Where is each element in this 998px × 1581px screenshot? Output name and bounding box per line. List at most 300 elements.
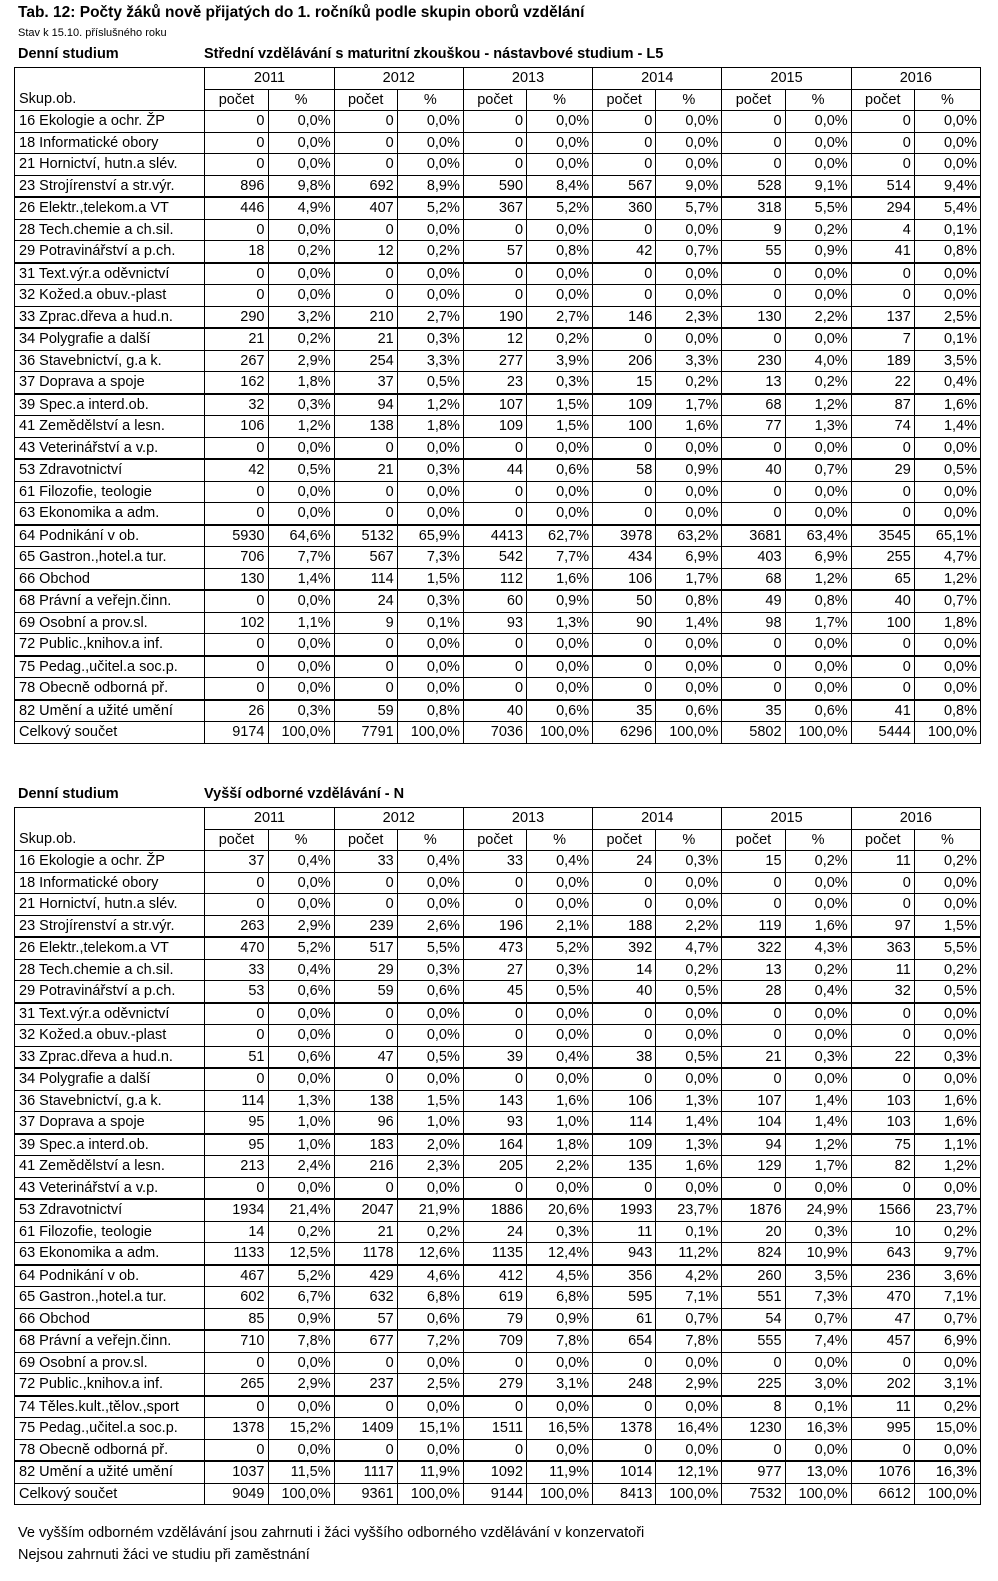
percent-cell: 2,9%	[268, 350, 334, 372]
percent-cell: 0,0%	[397, 219, 463, 241]
count-cell: 0	[334, 872, 397, 894]
count-column-header: počet	[334, 89, 397, 111]
table-row	[15, 219, 981, 241]
percent-cell: 0,0%	[914, 503, 980, 525]
count-cell: 0	[334, 634, 397, 656]
percent-cell: 13,0%	[785, 1461, 851, 1483]
row-label: 26 Elektr.,telekom.a VT	[15, 937, 205, 959]
percent-cell: 0,4%	[268, 851, 334, 873]
header-blank	[15, 808, 205, 830]
table-row	[15, 394, 981, 416]
year-header: 2011	[205, 68, 334, 90]
row-label: Celkový součet	[15, 722, 205, 744]
count-cell: 0	[722, 503, 785, 525]
percent-cell: 0,4%	[268, 959, 334, 981]
percent-cell: 0,0%	[527, 132, 593, 154]
count-cell: 1037	[205, 1461, 268, 1483]
row-label: 78 Obecně odborná př.	[15, 1439, 205, 1461]
percent-cell: 0,0%	[397, 263, 463, 285]
percent-column-header: %	[914, 89, 980, 111]
count-cell: 32	[851, 981, 914, 1003]
percent-cell: 100,0%	[268, 1483, 334, 1505]
row-label: 39 Spec.a interd.ob.	[15, 394, 205, 416]
percent-cell: 6,8%	[527, 1287, 593, 1309]
count-cell: 429	[334, 1265, 397, 1287]
percent-cell: 1,6%	[527, 568, 593, 590]
percent-cell: 0,0%	[527, 1439, 593, 1461]
count-cell: 0	[593, 1396, 656, 1418]
count-cell: 0	[205, 1439, 268, 1461]
row-label: 34 Polygrafie a další	[15, 1068, 205, 1090]
percent-cell: 2,7%	[527, 306, 593, 328]
count-cell: 363	[851, 937, 914, 959]
count-cell: 318	[722, 197, 785, 219]
percent-cell: 0,9%	[785, 241, 851, 263]
percent-cell: 9,7%	[914, 1243, 980, 1265]
count-cell: 356	[593, 1265, 656, 1287]
row-label: 61 Filozofie, teologie	[15, 481, 205, 503]
count-cell: 82	[851, 1156, 914, 1178]
count-cell: 0	[593, 1003, 656, 1025]
row-label: 64 Podnikání v ob.	[15, 1265, 205, 1287]
count-cell: 18	[205, 241, 268, 263]
count-cell: 4	[851, 219, 914, 241]
percent-cell: 0,0%	[397, 132, 463, 154]
percent-cell: 4,6%	[397, 1265, 463, 1287]
count-cell: 41	[851, 241, 914, 263]
count-cell: 50	[593, 590, 656, 612]
data-table-1	[14, 67, 981, 744]
count-cell: 119	[722, 915, 785, 937]
table-row	[15, 263, 981, 285]
percent-cell: 0,8%	[527, 241, 593, 263]
row-label: 26 Elektr.,telekom.a VT	[15, 197, 205, 219]
percent-cell: 0,0%	[914, 1025, 980, 1047]
percent-cell: 0,2%	[397, 241, 463, 263]
count-cell: 9	[722, 219, 785, 241]
footnote-1: Ve vyšším odborném vzdělávání jsou zahrnuti i žáci vyššího odborného vzdělávání v konzervatoři	[18, 1525, 645, 1541]
count-cell: 602	[205, 1287, 268, 1309]
count-cell: 0	[205, 894, 268, 916]
count-cell: 643	[851, 1243, 914, 1265]
percent-cell: 7,1%	[914, 1287, 980, 1309]
table-row	[15, 872, 981, 894]
row-label: 64 Podnikání v ob.	[15, 525, 205, 547]
count-cell: 21	[334, 328, 397, 350]
count-cell: 237	[334, 1374, 397, 1396]
count-cell: 26	[205, 700, 268, 722]
table-row	[15, 568, 981, 590]
percent-cell: 0,0%	[268, 656, 334, 678]
count-cell: 189	[851, 350, 914, 372]
count-cell: 162	[205, 372, 268, 394]
row-label: 72 Public.,knihov.a inf.	[15, 1374, 205, 1396]
count-cell: 10	[851, 1221, 914, 1243]
count-cell: 55	[722, 241, 785, 263]
percent-cell: 100,0%	[914, 1483, 980, 1505]
row-label: 63 Ekonomika a adm.	[15, 1243, 205, 1265]
count-cell: 710	[205, 1330, 268, 1352]
percent-cell: 2,2%	[527, 1156, 593, 1178]
page-title: Tab. 12: Počty žáků nově přijatých do 1. ročníků podle skupin oborů vzdělání	[18, 4, 585, 21]
row-label: 33 Zprac.dřeva a hud.n.	[15, 306, 205, 328]
count-cell: 0	[334, 678, 397, 700]
table-row	[15, 175, 981, 197]
group-column-header: Skup.ob.	[15, 89, 205, 111]
table-row	[15, 1461, 981, 1483]
percent-cell: 2,3%	[656, 306, 722, 328]
percent-column-header: %	[527, 89, 593, 111]
percent-cell: 0,0%	[268, 111, 334, 133]
count-cell: 45	[463, 981, 526, 1003]
percent-cell: 11,2%	[656, 1243, 722, 1265]
percent-cell: 0,0%	[527, 285, 593, 307]
percent-cell: 0,6%	[268, 1046, 334, 1068]
percent-cell: 11,9%	[397, 1461, 463, 1483]
count-column-header: počet	[593, 89, 656, 111]
row-label: 53 Zdravotnictví	[15, 1199, 205, 1221]
percent-cell: 0,2%	[268, 1221, 334, 1243]
footnote-2: Nejsou zahrnuti žáci ve studiu při zaměstnání	[18, 1547, 310, 1563]
percent-cell: 0,3%	[527, 372, 593, 394]
count-cell: 0	[205, 872, 268, 894]
percent-cell: 0,0%	[268, 678, 334, 700]
count-cell: 0	[463, 678, 526, 700]
percent-cell: 7,7%	[527, 547, 593, 569]
count-cell: 555	[722, 1330, 785, 1352]
count-cell: 0	[851, 678, 914, 700]
count-cell: 14	[593, 959, 656, 981]
percent-cell: 63,2%	[656, 525, 722, 547]
percent-cell: 3,9%	[527, 350, 593, 372]
percent-cell: 0,3%	[527, 1221, 593, 1243]
percent-cell: 0,0%	[397, 154, 463, 176]
count-column-header: počet	[851, 829, 914, 851]
count-cell: 1092	[463, 1461, 526, 1483]
percent-cell: 63,4%	[785, 525, 851, 547]
count-cell: 107	[722, 1090, 785, 1112]
count-cell: 24	[334, 590, 397, 612]
count-cell: 567	[593, 175, 656, 197]
percent-cell: 1,4%	[268, 568, 334, 590]
percent-cell: 0,0%	[785, 872, 851, 894]
percent-cell: 100,0%	[268, 722, 334, 744]
row-label: 75 Pedag.,učitel.a soc.p.	[15, 656, 205, 678]
count-cell: 0	[463, 503, 526, 525]
count-cell: 654	[593, 1330, 656, 1352]
count-cell: 0	[463, 872, 526, 894]
count-cell: 7532	[722, 1483, 785, 1505]
count-cell: 0	[593, 437, 656, 459]
count-cell: 7	[851, 328, 914, 350]
count-cell: 143	[463, 1090, 526, 1112]
count-cell: 434	[593, 547, 656, 569]
percent-cell: 0,0%	[527, 1177, 593, 1199]
percent-cell: 1,5%	[397, 568, 463, 590]
count-cell: 1378	[593, 1418, 656, 1440]
percent-cell: 0,1%	[397, 612, 463, 634]
percent-cell: 1,2%	[397, 394, 463, 416]
percent-cell: 1,8%	[397, 416, 463, 438]
count-cell: 0	[722, 1439, 785, 1461]
percent-cell: 0,4%	[527, 851, 593, 873]
header-blank	[15, 68, 205, 90]
data-table-2	[14, 807, 981, 1505]
count-cell: 977	[722, 1461, 785, 1483]
percent-cell: 0,2%	[268, 241, 334, 263]
count-cell: 0	[851, 1025, 914, 1047]
row-label: 65 Gastron.,hotel.a tur.	[15, 1287, 205, 1309]
row-label: 21 Hornictví, hutn.a slév.	[15, 894, 205, 916]
percent-cell: 0,5%	[914, 459, 980, 481]
percent-cell: 1,5%	[397, 1090, 463, 1112]
percent-cell: 0,7%	[914, 590, 980, 612]
count-cell: 0	[205, 1352, 268, 1374]
count-cell: 95	[205, 1134, 268, 1156]
count-cell: 412	[463, 1265, 526, 1287]
count-cell: 692	[334, 175, 397, 197]
count-cell: 0	[205, 154, 268, 176]
count-cell: 98	[722, 612, 785, 634]
count-cell: 54	[722, 1308, 785, 1330]
percent-cell: 1,4%	[656, 612, 722, 634]
row-label: 28 Tech.chemie a ch.sil.	[15, 959, 205, 981]
count-cell: 0	[851, 1439, 914, 1461]
percent-cell: 0,0%	[656, 154, 722, 176]
percent-cell: 2,2%	[656, 915, 722, 937]
count-cell: 5802	[722, 722, 785, 744]
percent-cell: 0,0%	[785, 263, 851, 285]
count-cell: 15	[593, 372, 656, 394]
count-cell: 225	[722, 1374, 785, 1396]
percent-cell: 7,7%	[268, 547, 334, 569]
percent-cell: 0,0%	[914, 132, 980, 154]
row-label: 43 Veterinářství a v.p.	[15, 437, 205, 459]
table-row	[15, 197, 981, 219]
percent-column-header: %	[268, 829, 334, 851]
count-cell: 0	[722, 132, 785, 154]
percent-cell: 5,2%	[527, 937, 593, 959]
row-label: 37 Doprava a spoje	[15, 372, 205, 394]
row-label: 82 Umění a užité umění	[15, 1461, 205, 1483]
percent-cell: 0,0%	[914, 1003, 980, 1025]
percent-cell: 0,0%	[527, 154, 593, 176]
row-label: Celkový součet	[15, 1483, 205, 1505]
count-cell: 467	[205, 1265, 268, 1287]
table-row	[15, 656, 981, 678]
table-row	[15, 241, 981, 263]
count-cell: 5444	[851, 722, 914, 744]
percent-cell: 3,2%	[268, 306, 334, 328]
row-label: 75 Pedag.,učitel.a soc.p.	[15, 1418, 205, 1440]
percent-cell: 2,9%	[268, 1374, 334, 1396]
percent-column-header: %	[785, 89, 851, 111]
percent-cell: 0,7%	[914, 1308, 980, 1330]
percent-cell: 0,0%	[785, 894, 851, 916]
count-cell: 40	[722, 459, 785, 481]
count-cell: 33	[205, 959, 268, 981]
count-cell: 0	[851, 634, 914, 656]
table-row	[15, 328, 981, 350]
count-cell: 103	[851, 1090, 914, 1112]
table-row	[15, 1308, 981, 1330]
percent-cell: 1,4%	[785, 1112, 851, 1134]
count-cell: 709	[463, 1330, 526, 1352]
table-row	[15, 111, 981, 133]
percent-cell: 0,0%	[914, 1177, 980, 1199]
percent-cell: 0,2%	[785, 219, 851, 241]
count-cell: 0	[593, 656, 656, 678]
table-row	[15, 1396, 981, 1418]
percent-cell: 0,3%	[527, 959, 593, 981]
percent-cell: 0,0%	[785, 1439, 851, 1461]
count-cell: 0	[334, 894, 397, 916]
count-cell: 0	[334, 1177, 397, 1199]
percent-cell: 0,9%	[527, 590, 593, 612]
count-cell: 109	[593, 394, 656, 416]
percent-cell: 2,0%	[397, 1134, 463, 1156]
count-cell: 706	[205, 547, 268, 569]
year-header: 2012	[334, 68, 463, 90]
count-cell: 0	[463, 219, 526, 241]
percent-cell: 62,7%	[527, 525, 593, 547]
count-cell: 0	[334, 154, 397, 176]
count-cell: 1135	[463, 1243, 526, 1265]
count-cell: 100	[851, 612, 914, 634]
table-row	[15, 1090, 981, 1112]
percent-cell: 0,0%	[656, 1068, 722, 1090]
percent-cell: 0,0%	[656, 678, 722, 700]
count-cell: 11	[851, 959, 914, 981]
count-cell: 129	[722, 1156, 785, 1178]
percent-cell: 0,0%	[656, 894, 722, 916]
percent-cell: 2,7%	[397, 306, 463, 328]
count-cell: 40	[851, 590, 914, 612]
percent-cell: 0,0%	[268, 1177, 334, 1199]
percent-cell: 0,0%	[268, 503, 334, 525]
row-label: 69 Osobní a prov.sl.	[15, 1352, 205, 1374]
row-label: 31 Text.výr.a oděvnictví	[15, 1003, 205, 1025]
count-cell: 9174	[205, 722, 268, 744]
percent-cell: 9,0%	[656, 175, 722, 197]
count-cell: 0	[463, 1439, 526, 1461]
percent-cell: 0,5%	[397, 1046, 463, 1068]
count-cell: 0	[851, 872, 914, 894]
count-cell: 32	[205, 394, 268, 416]
percent-cell: 3,0%	[785, 1374, 851, 1396]
percent-cell: 0,6%	[656, 700, 722, 722]
percent-cell: 0,0%	[656, 1003, 722, 1025]
table-row	[15, 722, 981, 744]
count-cell: 9049	[205, 1483, 268, 1505]
percent-cell: 0,0%	[527, 1025, 593, 1047]
percent-cell: 0,3%	[397, 959, 463, 981]
row-label: 18 Informatické obory	[15, 872, 205, 894]
table-row	[15, 915, 981, 937]
count-cell: 11	[851, 1396, 914, 1418]
percent-cell: 1,6%	[914, 394, 980, 416]
count-cell: 590	[463, 175, 526, 197]
count-cell: 290	[205, 306, 268, 328]
count-cell: 360	[593, 197, 656, 219]
count-cell: 0	[463, 656, 526, 678]
percent-cell: 0,1%	[914, 219, 980, 241]
count-cell: 3545	[851, 525, 914, 547]
count-cell: 1876	[722, 1199, 785, 1221]
percent-cell: 24,9%	[785, 1199, 851, 1221]
count-cell: 21	[334, 1221, 397, 1243]
percent-cell: 7,8%	[656, 1330, 722, 1352]
row-label: 16 Ekologie a ochr. ŽP	[15, 851, 205, 873]
count-cell: 0	[851, 894, 914, 916]
percent-cell: 0,0%	[397, 894, 463, 916]
count-cell: 94	[334, 394, 397, 416]
percent-cell: 0,2%	[914, 1221, 980, 1243]
percent-cell: 100,0%	[656, 1483, 722, 1505]
percent-cell: 1,5%	[527, 416, 593, 438]
count-cell: 21	[722, 1046, 785, 1068]
percent-cell: 100,0%	[785, 722, 851, 744]
table-row	[15, 1287, 981, 1309]
count-cell: 517	[334, 937, 397, 959]
table-row	[15, 1025, 981, 1047]
count-cell: 202	[851, 1374, 914, 1396]
percent-cell: 0,3%	[268, 394, 334, 416]
count-cell: 0	[205, 1068, 268, 1090]
percent-cell: 0,0%	[914, 656, 980, 678]
percent-cell: 0,0%	[914, 111, 980, 133]
count-cell: 0	[205, 111, 268, 133]
count-cell: 24	[463, 1221, 526, 1243]
percent-column-header: %	[914, 829, 980, 851]
count-cell: 75	[851, 1134, 914, 1156]
count-cell: 8413	[593, 1483, 656, 1505]
table-row	[15, 937, 981, 959]
count-cell: 11	[593, 1221, 656, 1243]
row-label: 41 Zemědělství a lesn.	[15, 416, 205, 438]
percent-cell: 0,8%	[914, 700, 980, 722]
count-cell: 0	[334, 1068, 397, 1090]
count-cell: 0	[334, 1003, 397, 1025]
percent-cell: 2,5%	[397, 1374, 463, 1396]
percent-cell: 0,0%	[785, 1352, 851, 1374]
percent-cell: 3,1%	[527, 1374, 593, 1396]
count-cell: 6296	[593, 722, 656, 744]
percent-cell: 0,0%	[785, 154, 851, 176]
percent-cell: 0,0%	[656, 1396, 722, 1418]
count-cell: 130	[205, 568, 268, 590]
count-cell: 0	[334, 503, 397, 525]
count-cell: 106	[593, 568, 656, 590]
count-cell: 294	[851, 197, 914, 219]
count-cell: 248	[593, 1374, 656, 1396]
percent-cell: 0,0%	[397, 1025, 463, 1047]
count-cell: 995	[851, 1418, 914, 1440]
percent-cell: 0,2%	[914, 959, 980, 981]
count-column-header: počet	[205, 829, 268, 851]
count-cell: 1566	[851, 1199, 914, 1221]
count-cell: 11	[851, 851, 914, 873]
count-cell: 95	[205, 1112, 268, 1134]
row-label: 34 Polygrafie a další	[15, 328, 205, 350]
percent-cell: 0,0%	[656, 285, 722, 307]
year-header-row	[15, 808, 981, 830]
count-cell: 236	[851, 1265, 914, 1287]
count-cell: 0	[334, 263, 397, 285]
count-cell: 47	[334, 1046, 397, 1068]
percent-cell: 0,0%	[527, 872, 593, 894]
row-label: 36 Stavebnictví, g.a k.	[15, 1090, 205, 1112]
